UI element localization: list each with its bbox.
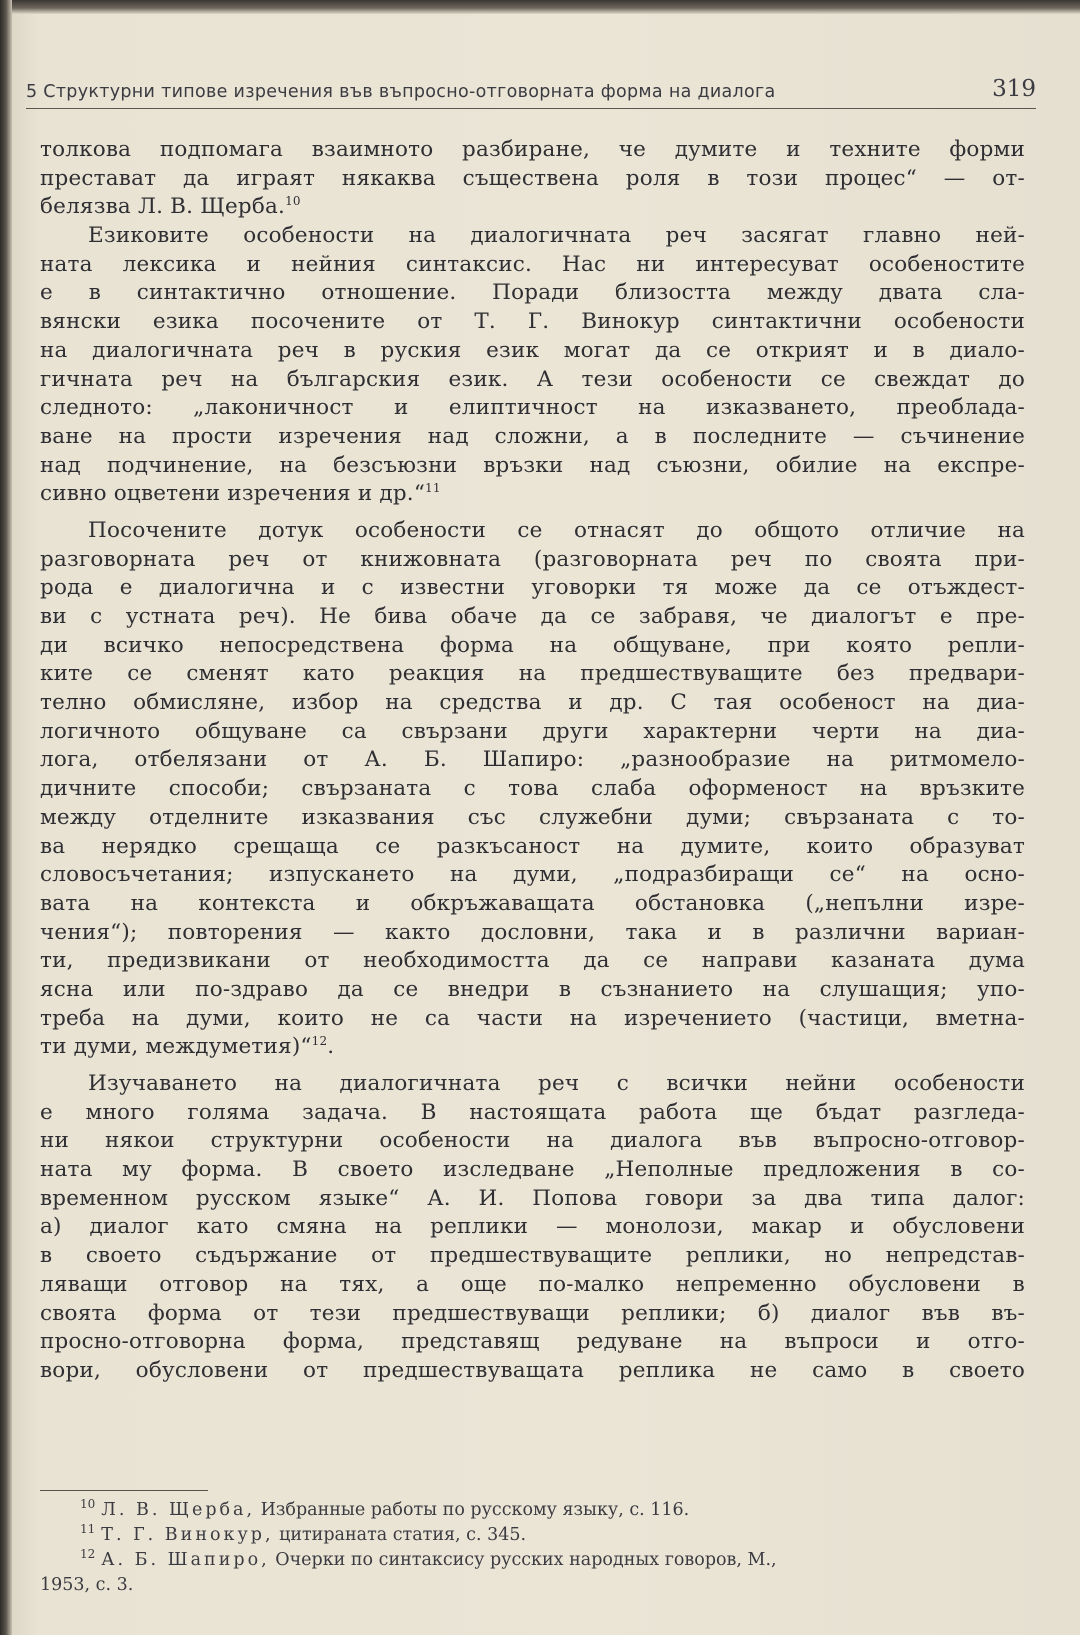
text-line-content: в своето съдържание от предшествуващите реплики, но непредстав- bbox=[40, 1243, 1025, 1269]
text-line bbox=[40, 1242, 1025, 1271]
text-line bbox=[40, 1127, 1025, 1156]
text-line bbox=[40, 423, 1025, 452]
text-line-content: телно обмисляне, избор на средства и др. С тая особеност на диа- bbox=[40, 690, 1025, 716]
text-line-content: е в синтактично отношение. Поради близостта между двата сла- bbox=[40, 280, 1025, 306]
book-spine-shadow bbox=[0, 0, 12, 1635]
text-line bbox=[40, 452, 1025, 481]
text-line-content: толкова подпомага взаимното разбиране, че думите и техните форми bbox=[40, 137, 1025, 162]
paragraph-gap bbox=[40, 509, 1025, 517]
footnote-item bbox=[40, 1498, 1025, 1523]
footnote-text: 1953, с. 3. bbox=[40, 1575, 134, 1595]
text-line bbox=[40, 165, 1025, 194]
text-line bbox=[40, 574, 1025, 603]
text-line bbox=[40, 1213, 1025, 1242]
text-line-content: ната лексика и нейния синтаксис. Нас ни интересуват особеностите bbox=[40, 251, 1025, 277]
footnote-text: цитираната статия, с. 345. bbox=[273, 1525, 527, 1545]
text-line-content: ни някои структурни особености на диалога във въпросно-отговор- bbox=[40, 1128, 1025, 1154]
text-line-suffix: . bbox=[327, 1034, 335, 1060]
text-line-content: гичната реч на българския език. А тези особености се свеждат до bbox=[40, 366, 1025, 392]
footnote-author: Т. Г. Винокур, bbox=[101, 1525, 274, 1545]
footnote-author: А. Б. Шапиро, bbox=[101, 1550, 270, 1570]
text-line bbox=[40, 861, 1025, 890]
text-line-content: Посочените дотук особености се отнасят до общото отличие на bbox=[88, 517, 1025, 543]
text-line bbox=[40, 976, 1025, 1005]
text-line bbox=[40, 746, 1025, 775]
text-line bbox=[40, 337, 1025, 366]
text-line-content: ди всичко непосредствена форма на общуване, при която репли- bbox=[40, 632, 1025, 658]
text-line-content: ти думи, междуметия)“ bbox=[40, 1034, 312, 1060]
text-line-content: логичното общуване са свързани други характерни черти на диа- bbox=[40, 718, 1025, 744]
text-line-content: а) диалог като смяна на реплики — монолози, макар и обусловени bbox=[40, 1214, 1025, 1240]
text-line bbox=[40, 1156, 1025, 1185]
text-line bbox=[40, 1099, 1025, 1128]
text-line-content: вянски езика посочените от Т. Г. Винокур синтактични особености bbox=[40, 309, 1025, 335]
text-line bbox=[40, 890, 1025, 919]
text-line-content: чения“); повторения — както дословни, така и в различни вариан- bbox=[40, 919, 1025, 945]
text-line-content: е много голяма задача. В настоящата работа ще бъдат разгледа- bbox=[40, 1099, 1025, 1125]
text-line bbox=[40, 308, 1025, 337]
text-line bbox=[40, 394, 1025, 423]
text-line bbox=[40, 689, 1025, 718]
text-line-content: престават да играят някаква съществена роля в този процес“ — от- bbox=[40, 165, 1025, 191]
footnote-number: 10 bbox=[80, 1497, 96, 1512]
text-line bbox=[40, 660, 1025, 689]
text-line-content: ясна или по-здраво да се внедри в съзнанието на слушащия; упо- bbox=[40, 976, 1025, 1002]
text-line bbox=[40, 947, 1025, 976]
footnotes bbox=[40, 1498, 1025, 1598]
text-line-content: ките се сменят като реакция на предшествуващите без предвари- bbox=[40, 661, 1025, 687]
text-line-content: лога, отбелязани от А. Б. Шапиро: „разнообразие на ритмомело- bbox=[40, 747, 1025, 773]
text-line bbox=[40, 1070, 1025, 1099]
text-line-content: ляващи отговор на тях, а още по-малко непременно обусловени в bbox=[40, 1271, 1025, 1297]
text-line bbox=[40, 1185, 1025, 1214]
text-line-content: на диалогичната реч в руския език могат да се открият и в диало- bbox=[40, 337, 1025, 363]
text-line-content: Изучаването на диалогичната реч с всички нейни особености bbox=[88, 1071, 1025, 1096]
text-line-content: разговорната реч от книжовната (разговорната реч по своята при- bbox=[40, 546, 1025, 572]
text-line bbox=[40, 517, 1025, 546]
running-head: 5 Структурни типове изречения във въпросно-отговорната форма на диалога bbox=[26, 82, 776, 102]
text-line bbox=[40, 603, 1025, 632]
text-line-content: ната му форма. В своето изследване „Неполные предложения в со- bbox=[40, 1157, 1025, 1183]
footnote-item bbox=[40, 1573, 1025, 1598]
text-line bbox=[40, 546, 1025, 575]
page-header bbox=[26, 66, 1036, 109]
footnote-item bbox=[40, 1523, 1025, 1548]
text-line bbox=[40, 1033, 1025, 1062]
text-line-content: временном русском языке“ А. И. Попова говори за два типа далог: bbox=[40, 1185, 1025, 1211]
page-top-edge bbox=[0, 0, 1080, 14]
text-line-content: вата на контекста и обкръжаващата обстановка („непълни изре- bbox=[40, 890, 1025, 916]
text-line bbox=[40, 136, 1025, 165]
text-line-content: над подчинение, на безсъюзни връзки над съюзни, обилие на експре- bbox=[40, 452, 1025, 478]
footnote-reference: 11 bbox=[425, 481, 441, 496]
text-line-content: рода е диалогична и с известни уговорки тя може да се отъждест- bbox=[40, 575, 1025, 601]
text-line bbox=[40, 222, 1025, 251]
text-line bbox=[40, 804, 1025, 833]
footnote-text: Очерки по синтаксису русских народных говоров, М., bbox=[269, 1550, 777, 1570]
text-line-content: Езиковите особености на диалогичната реч засягат главно ней- bbox=[88, 223, 1025, 249]
text-line bbox=[40, 718, 1025, 747]
page-number: 319 bbox=[992, 76, 1036, 102]
text-line-content: словосъчетания; изпускането на думи, „подразбиращи се“ на осно- bbox=[40, 862, 1025, 888]
footnote-number: 12 bbox=[80, 1547, 96, 1562]
text-line-content: следното: „лаконичност и елиптичност на изказването, преоблада- bbox=[40, 395, 1025, 421]
text-line-content: своята форма от тези предшествуващи реплики; б) диалог във въ- bbox=[40, 1300, 1025, 1326]
text-line bbox=[40, 279, 1025, 308]
footnote-reference: 12 bbox=[311, 1034, 328, 1049]
text-line-content: вори, обусловени от предшествуващата реплика не само в своето bbox=[40, 1357, 1025, 1383]
text-line bbox=[40, 1300, 1025, 1329]
footnote-text: Избранные работы по русскому языку, с. 116. bbox=[255, 1500, 690, 1520]
text-line-content: между отделните изказвания със служебни думи; свързаната с то- bbox=[40, 804, 1025, 830]
text-line bbox=[40, 1328, 1025, 1357]
text-line bbox=[40, 775, 1025, 804]
text-line bbox=[40, 833, 1025, 862]
text-line-content: дичните способи; свързаната с това слаба оформеност на връзките bbox=[40, 776, 1025, 802]
text-line bbox=[40, 480, 1025, 509]
text-line-content: треба на думи, които не са части на изречението (частици, вметна- bbox=[40, 1005, 1025, 1031]
body-text bbox=[40, 136, 1025, 1386]
text-line-content: ти, предизвикани от необходимостта да се направи казаната дума bbox=[40, 948, 1025, 974]
footnote-reference: 10 bbox=[285, 194, 301, 209]
text-line-content: белязва Л. В. Щерба. bbox=[40, 194, 286, 220]
footnote-item bbox=[40, 1548, 1025, 1573]
text-line bbox=[40, 366, 1025, 395]
text-line bbox=[40, 632, 1025, 661]
text-line bbox=[40, 1005, 1025, 1034]
text-line bbox=[40, 193, 1025, 222]
footnote-number: 11 bbox=[80, 1522, 96, 1537]
text-line bbox=[40, 1271, 1025, 1300]
text-line bbox=[40, 251, 1025, 280]
text-line-content: ви с устната реч). Не бива обаче да се забравя, че диалогът е пре- bbox=[40, 604, 1025, 629]
text-line-content: сивно оцветени изречения и др.“ bbox=[40, 481, 426, 507]
paragraph-gap bbox=[40, 1062, 1025, 1070]
text-line-content: просно-отговорна форма, представящ редуване на въпроси и отго- bbox=[40, 1329, 1025, 1355]
text-line-content: ва нерядко срещаща се разкъсаност на думите, които образуват bbox=[40, 833, 1025, 859]
footnote-author: Л. В. Щерба, bbox=[101, 1500, 256, 1520]
footnote-divider bbox=[40, 1490, 208, 1491]
text-line bbox=[40, 1357, 1025, 1386]
text-line bbox=[40, 919, 1025, 948]
text-line-content: ване на прости изречения над сложни, а в последните — съчинение bbox=[40, 423, 1025, 449]
